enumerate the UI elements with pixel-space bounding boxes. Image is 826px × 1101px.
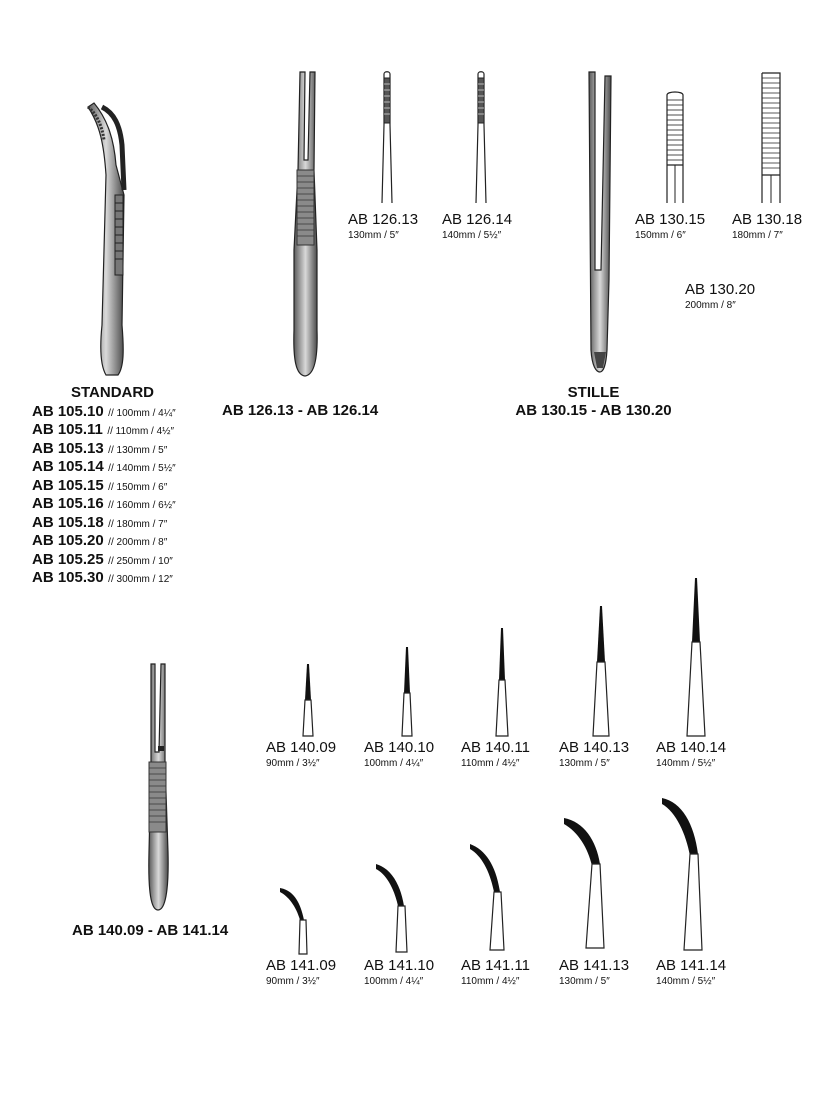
product-size: 100mm / 4¼″ <box>364 976 424 987</box>
product-code: AB 141.10 <box>364 957 435 974</box>
curved-tip-141-11-image <box>468 840 510 952</box>
product-size: 130mm / 5″ <box>559 976 610 987</box>
product-size: 100mm / 4¼″ <box>364 758 424 769</box>
product-size: 110mm / 4½″ <box>461 758 520 769</box>
standard-forceps-image <box>80 95 140 380</box>
straight-tip-140-13-image <box>589 604 613 738</box>
product-code: AB 130.20 <box>685 281 756 298</box>
product-size: 180mm / 7″ <box>732 230 783 241</box>
tip-126-13-image <box>380 70 394 205</box>
standard-title: STANDARD <box>70 384 155 401</box>
product-code: AB 141.13 <box>559 957 630 974</box>
straight-tip-140-14-image <box>683 576 709 738</box>
stille-forceps-image <box>585 70 615 375</box>
product-size: 130mm / 5″ <box>559 758 610 769</box>
product-code: AB 140.14 <box>656 739 727 756</box>
forceps-126-image <box>290 70 320 380</box>
list-item: AB 105.30 // 300mm / 12″ <box>32 569 173 586</box>
curved-tip-141-14-image <box>660 794 710 952</box>
straight-tip-140-09-image <box>299 662 317 738</box>
list-item: AB 105.14 // 140mm / 5½″ <box>32 458 176 475</box>
list-item: AB 105.15 // 150mm / 6″ <box>32 477 168 494</box>
tip-130-15-image <box>664 90 686 205</box>
product-size: 140mm / 5½″ <box>442 230 502 241</box>
product-code: AB 141.11 <box>461 957 530 974</box>
product-size: 130mm / 5″ <box>348 230 399 241</box>
product-size: 90mm / 3½″ <box>266 758 320 769</box>
list-item: AB 105.13 // 130mm / 5″ <box>32 440 168 457</box>
product-code: AB 141.09 <box>266 957 337 974</box>
product-size: 110mm / 4½″ <box>461 976 520 987</box>
product-code: AB 126.13 <box>348 211 419 228</box>
list-item: AB 105.10 // 100mm / 4¼″ <box>32 403 176 420</box>
group-126-range: AB 126.13 - AB 126.14 <box>222 402 379 419</box>
product-size: 140mm / 5½″ <box>656 758 716 769</box>
list-item: AB 105.25 // 250mm / 10″ <box>32 551 173 568</box>
product-code: AB 140.09 <box>266 739 337 756</box>
product-code: AB 141.14 <box>656 957 727 974</box>
product-code: AB 126.14 <box>442 211 513 228</box>
forceps-140-image <box>143 662 173 914</box>
product-size: 90mm / 3½″ <box>266 976 320 987</box>
tip-126-14-image <box>474 70 488 205</box>
product-code: AB 130.15 <box>635 211 706 228</box>
product-code: AB 140.10 <box>364 739 435 756</box>
product-size: 150mm / 6″ <box>635 230 686 241</box>
stille-title: STILLE <box>567 384 620 401</box>
list-item: AB 105.11 // 110mm / 4½″ <box>32 421 175 438</box>
tip-130-18-image <box>759 70 783 205</box>
list-item: AB 105.20 // 200mm / 8″ <box>32 532 168 549</box>
straight-tip-140-10-image <box>397 645 417 738</box>
product-size: 200mm / 8″ <box>685 300 736 311</box>
product-code: AB 130.18 <box>732 211 803 228</box>
product-code: AB 140.13 <box>559 739 630 756</box>
curved-tip-141-09-image <box>278 884 314 956</box>
straight-tip-140-11-image <box>492 626 512 738</box>
list-item: AB 105.16 // 160mm / 6½″ <box>32 495 176 512</box>
product-size: 140mm / 5½″ <box>656 976 716 987</box>
list-item: AB 105.18 // 180mm / 7″ <box>32 514 168 531</box>
curved-tip-141-13-image <box>562 814 612 950</box>
curved-tip-141-10-image <box>374 860 414 954</box>
product-code: AB 140.11 <box>461 739 530 756</box>
group-140-range: AB 140.09 - AB 141.14 <box>72 922 229 939</box>
stille-range: AB 130.15 - AB 130.20 <box>515 402 672 419</box>
